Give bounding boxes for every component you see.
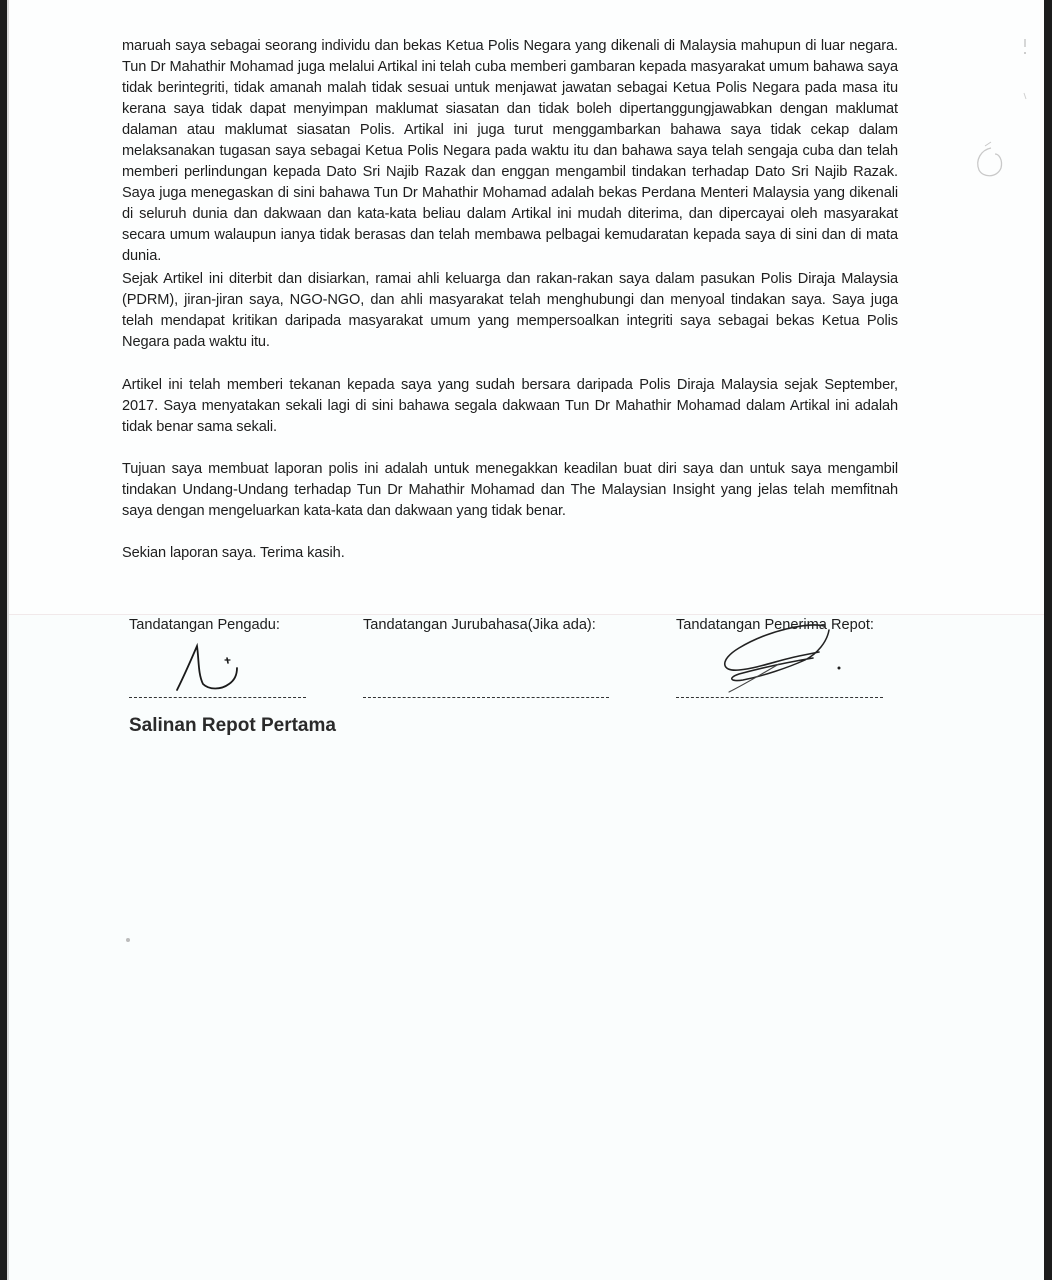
paragraph-defamation-description	[122, 36, 898, 267]
paragraph-text: maruah saya sebagai seorang individu dan bekas Ketua Polis Negara yang dikenali di Malaysia mahupun di luar negara. Tun Dr Mahathir Mohamad juga melalui Artikal ini telah cuba memberi gambaran kepada masyarakat umum bahawa saya tidak berintegriti, tidak amanah malah tidak sesuai untuk menjawat jawatan sebagai Ketua Polis Negara pada masa itu kerana saya tidak dapat menyimpan maklumat siasatan dan tidak boleh dipertanggungjawabkan dengan maklumat dalaman atau maklumat siasatan Polis. Artikal ini juga turut menggambarkan bahawa saya tidak cekap dalam melaksanakan tugasan saya sebagai Ketua Polis Negara pada waktu itu dan bahawa saya telah sengaja cuba dan telah memberi perlindungan kepada Dato Sri Najib Razak dan enggan mengambil tindakan terhadap Dato Sri Najib Razak. Saya juga menegaskan di sini bahawa Tun Dr Mahathir Mohamad adalah bekas Perdana Menteri Malaysia yang dikenali di seluruh dunia dan dakwaan dan kata-kata beliau dalam Artikal ini mudah diterima, dan dipercayai oleh masyarakat secara umum walaupun ianya tidak berasas dan telah membawa pelbagai kemudaratan kepada saya di sini dan di mata dunia.	[122, 38, 898, 264]
receiver-signature-line	[676, 697, 883, 698]
footer-title: Salinan Repot Pertama	[129, 715, 336, 736]
scan-seam-divider	[9, 614, 1044, 615]
receiver-signature-icon	[709, 620, 849, 700]
complainant-signature-label: Tandatangan Pengadu:	[129, 617, 280, 633]
interpreter-signature-label: Tandatangan Jurubahasa(Jika ada):	[363, 617, 596, 633]
paragraph-text: Sejak Artikel ini diterbit dan disiarkan, ramai ahli keluarga dan rakan-rakan saya dalam pasukan Polis Diraja Malaysia (PDRM), jiran-jiran saya, NGO-NGO, dan ahli masyarakat telah menghubungi dan menyoal tindakan saya. Saya juga telah mendapat kritikan daripada masyarakat umum yang mempersoalkan integriti saya sebagai bekas Ketua Polis Negara pada waktu itu.	[122, 271, 898, 350]
paragraph-report-purpose	[122, 459, 898, 522]
interpreter-signature-line	[363, 697, 609, 698]
complainant-signature-icon	[169, 640, 259, 695]
faint-stamp-mark-icon	[971, 140, 1007, 180]
document-page	[7, 0, 1044, 1280]
receiver-signature-label: Tandatangan Penerima Repot:	[676, 617, 874, 633]
paragraph-text: Artikel ini telah memberi tekanan kepada saya yang sudah bersara daripada Polis Diraja Malaysia sejak September, 2017. Saya menyatakan sekali lagi di sini bahawa segala dakwaan Tun Dr Mahathir Mohamad dalam Artikal ini adalah tidak benar sama sekali.	[122, 377, 898, 435]
paragraph-retirement-statement	[122, 375, 898, 438]
paragraph-public-reaction	[122, 269, 898, 353]
complainant-signature-line	[129, 697, 306, 698]
paragraph-text: Tujuan saya membuat laporan polis ini adalah untuk menegakkan keadilan buat diri saya dan untuk saya mengambil tindakan Undang-Undang terhadap Tun Dr Mahathir Mohamad dan The Malaysian Insight yang jelas telah memfitnah saya dengan mengeluarkan kata-kata dan dakwaan yang tidak benar.	[122, 461, 898, 519]
faint-margin-mark-icon	[1019, 35, 1031, 105]
paragraph-closing	[122, 543, 898, 564]
scan-dust-dot	[126, 938, 130, 942]
paragraph-text: Sekian laporan saya. Terima kasih.	[122, 545, 345, 561]
